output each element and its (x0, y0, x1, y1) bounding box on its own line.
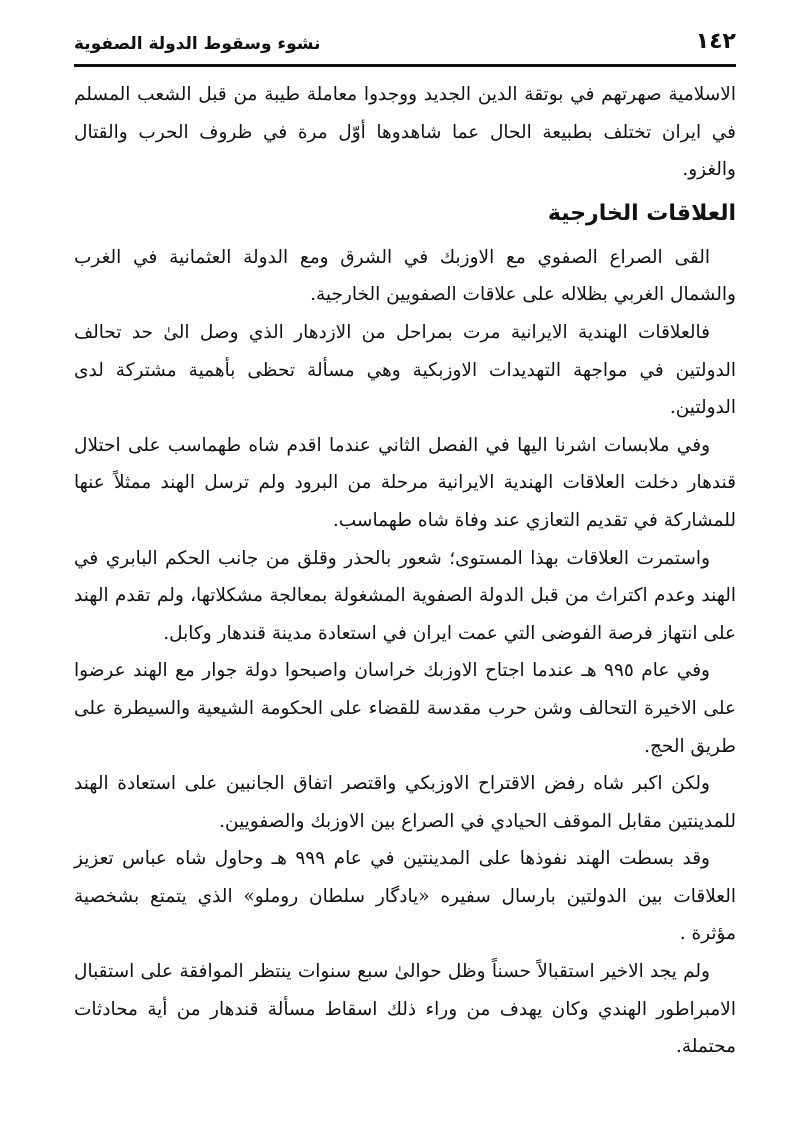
body-paragraph: واستمرت العلاقات بهذا المستوى؛ شعور بالحذر وقلق من جانب الحكم البابري في الهند وعدم اكتراث من قبل الدولة الصفوية المشغولة بمعالجة مشكلاتها، ولم تقدم الهند على انتهاز فرصة الفوضى التي عمت ايران في استعادة مدينة قندهار وكابل. (74, 547, 736, 644)
body-paragraph: ولم يجد الاخير استقبالاً حسناً وظل حوالىٰ سبع سنوات ينتظر الموافقة على استقبال الامبراطور الهندي وكان يهدف من وراء ذلك اسقاط مسألة قندهار من أية محادثات محتملة. (74, 961, 736, 1058)
body-paragraph: وفي عام ٩٩٥ هـ عندما اجتاح الاوزبك خراسان واصبحوا دولة جوار مع الهند عرضوا على الاخيرة التحالف وشن حرب مقدسة للقضاء على الحكومة الشيعية والسيطرة على طريق الحج. (74, 660, 736, 757)
intro-paragraph: الاسلامية صهرتهم في بوتقة الدين الجديد ووجدوا معاملة طيبة من قبل الشعب المسلم في ايران تختلف بطبيعة الحال عما شاهدوها أوّل مرة في ظروف الحرب والقتال والغزو. (74, 84, 736, 181)
body-paragraph: وقد بسطت الهند نفوذها على المدينتين في عام ٩٩٩ هـ وحاول شاه عباس تعزيز العلاقات بين الدولتين بارسال سفيره «يادگار سلطان روملو» الذي يتمتع بشخصية مؤثرة . (74, 848, 736, 945)
header-divider (74, 64, 736, 67)
page-body (74, 76, 736, 1066)
body-paragraph: وفي ملابسات اشرنا اليها في الفصل الثاني عندما اقدم شاه طهماسب على احتلال قندهار دخلت العلاقات الهندية الايرانية مرحلة من البرود ولم ترسل الهند ممثلاً عنها للمشاركة في تقديم التعازي عند وفاة شاه طهماسب. (74, 434, 736, 531)
body-paragraph: فالعلاقات الهندية الايرانية مرت بمراحل من الازدهار الذي وصل الىٰ حد تحالف الدولتين في مواجهة التهديدات الاوزبكية وهي مسألة تحظى بأهمية مشتركة لدى الدولتين. (74, 321, 736, 419)
section-heading: العلاقات الخارجية (547, 200, 736, 226)
body-paragraph: القى الصراع الصفوي مع الاوزبك في الشرق ومع الدولة العثمانية في الغرب والشمال الغربي بظلاله على علاقات الصفويين الخارجية. (74, 246, 736, 306)
page-header (74, 26, 736, 62)
page-number: ١٤٢ (695, 29, 736, 54)
body-paragraph: ولكن اكبر شاه رفض الاقتراح الاوزبكي واقتصر اتفاق الجانبين على استعادة الهند للمدينتين مقابل الموقف الحيادي في الصراع بين الاوزبك والصفويين. (74, 773, 736, 832)
running-title: نشوء وسقوط الدولة الصفوية (74, 34, 321, 54)
